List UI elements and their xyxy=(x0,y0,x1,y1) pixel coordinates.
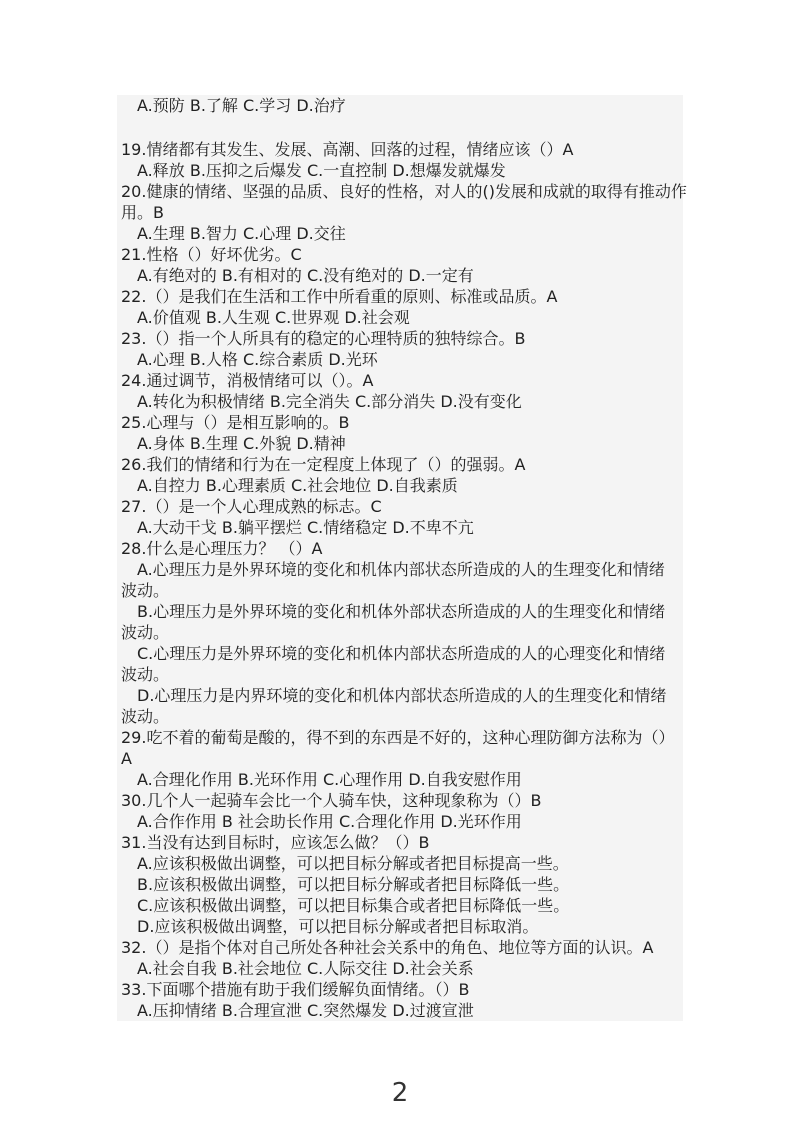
question-line: 21.性格（）好坏优劣。C xyxy=(121,245,302,264)
question-line: 22.（）是我们在生活和工作中所看重的原则、标准或品质。A xyxy=(121,287,558,306)
answer-option-line: A.合作作用 B 社会助长作用 C.合理化作用 D.光环作用 xyxy=(137,812,522,831)
answer-option-line: A.释放 B.压抑之后爆发 C.一直控制 D.想爆发就爆发 xyxy=(137,161,506,180)
question-line: 波动。 xyxy=(121,707,170,726)
answer-option-line: A.心理 B.人格 C.综合素质 D.光环 xyxy=(137,350,378,369)
question-line: 波动。 xyxy=(121,665,170,684)
question-text-block xyxy=(117,95,687,1021)
answer-option-line: C.应该积极做出调整，可以把目标集合或者把目标降低一些。 xyxy=(137,896,570,915)
question-line: 26.我们的情绪和行为在一定程度上体现了（）的强弱。A xyxy=(121,455,526,474)
answer-option-line: A.身体 B.生理 C.外貌 D.精神 xyxy=(137,434,346,453)
answer-option-line: A.价值观 B.人生观 C.世界观 D.社会观 xyxy=(137,308,410,327)
question-line: 29.吃不着的葡萄是酸的，得不到的东西是不好的，这种心理防御方法称为（） xyxy=(121,728,675,747)
answer-option-line: C.心理压力是外界环境的变化和机体内部状态所造成的人的心理变化和情绪 xyxy=(137,644,666,663)
question-line: 20.健康的情绪、坚强的品质、良好的性格，对人的()发展和成就的取得有推动作 xyxy=(121,182,687,201)
question-line: A xyxy=(121,749,132,768)
answer-option-line: A.转化为积极情绪 B.完全消失 C.部分消失 D.没有变化 xyxy=(137,392,522,411)
question-line: 23.（）指一个人所具有的稳定的心理特质的独特综合。B xyxy=(121,329,526,348)
answer-option-line: A.合理化作用 B.光环作用 C.心理作用 D.自我安慰作用 xyxy=(137,770,522,789)
answer-option-line: A.自控力 B.心理素质 C.社会地位 D.自我素质 xyxy=(137,476,458,495)
answer-option-line: B.应该积极做出调整，可以把目标分解或者把目标降低一些。 xyxy=(137,875,570,894)
question-line: 33.下面哪个措施有助于我们缓解负面情绪。（）B xyxy=(121,980,470,999)
question-line: 24.通过调节，消极情绪可以（）。A xyxy=(121,371,374,390)
answer-option-line: D.心理压力是内界环境的变化和机体内部状态所造成的人的生理变化和情绪 xyxy=(137,686,667,705)
answer-option-line: A.生理 B.智力 C.心理 D.交往 xyxy=(137,224,346,243)
answer-option-line: A.压抑情绪 B.合理宣泄 C.突然爆发 D.过渡宣泄 xyxy=(137,1001,474,1020)
answer-option-line: A.有绝对的 B.有相对的 C.没有绝对的 D.一定有 xyxy=(137,266,474,285)
answer-option-line: A.心理压力是外界环境的变化和机体内部状态所造成的人的生理变化和情绪 xyxy=(137,560,665,579)
question-line xyxy=(117,116,683,139)
question-line: 25.心理与（）是相互影响的。B xyxy=(121,413,350,432)
question-line: 19.情绪都有其发生、发展、高潮、回落的过程，情绪应该（）A xyxy=(121,140,574,159)
answer-option-line: A.应该积极做出调整，可以把目标分解或者把目标提高一些。 xyxy=(137,854,569,873)
question-line: 28.什么是心理压力？ （）A xyxy=(121,539,323,558)
question-line: 30.几个人一起骑车会比一个人骑车快，这种现象称为（）B xyxy=(121,791,542,810)
page-number: 2 xyxy=(391,1078,409,1108)
question-line: 27.（）是一个人心理成熟的标志。C xyxy=(121,497,382,516)
answer-option-line: A.预防 B.了解 C.学习 D.治疗 xyxy=(137,96,346,115)
answer-option-line: A.社会自我 B.社会地位 C.人际交往 D.社会关系 xyxy=(137,959,474,978)
question-line: 用。B xyxy=(121,203,164,222)
question-line: 波动。 xyxy=(121,581,170,600)
question-line: 31.当没有达到目标时，应该怎么做？（）B xyxy=(121,833,430,852)
question-line: 32.（）是指个体对自己所处各种社会关系中的角色、地位等方面的认识。A xyxy=(121,938,654,957)
answer-option-line: B.心理压力是外界环境的变化和机体外部状态所造成的人的生理变化和情绪 xyxy=(137,602,666,621)
question-line: 波动。 xyxy=(121,623,170,642)
answer-option-line: A.大动干戈 B.躺平摆烂 C.情绪稳定 D.不卑不亢 xyxy=(137,518,474,537)
answer-option-line: D.应该积极做出调整，可以把目标分解或者把目标取消。 xyxy=(137,917,539,936)
